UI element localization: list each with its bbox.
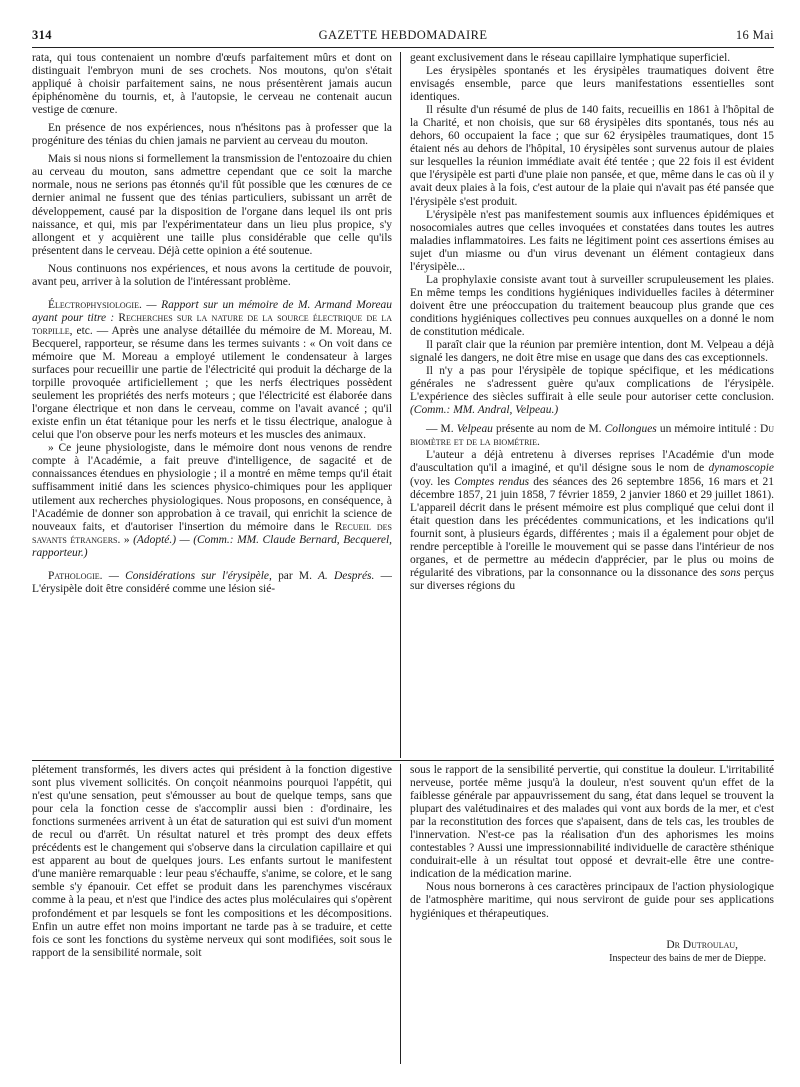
paragraph: Nous continuons nos expériences, et nous avons la certitude de pouvoir, avant peu, arriver à la solution de l'intéressant problème. — [32, 262, 392, 288]
page-number: 314 — [32, 28, 52, 42]
paragraph: En présence de nos expériences, nous n'hésitons pas à professer que la progéniture des ténias du chien jamais ne parvient au cerveau du mouton. — [32, 122, 392, 148]
paragraph: L'érysipèle n'est pas manifestement soumis aux influences épidémiques et nosocomiales autres que celles invoquées et constatées dans toutes les autres maladies inflammatoires. Les faits ne légitiment point ces assertions émises au sujet d'un miasme ou d'un virus devenant un élément contagieux dans l'érysipèle... — [410, 208, 774, 273]
paragraph: Nous nous bornerons à ces caractères principaux de l'action physiologique de l'atmosphère maritime, qui nous serviront de guide pour ses applications hygiéniques et thérapeutiques. — [410, 881, 774, 920]
lower-left-column — [32, 764, 392, 1064]
pathology-section: Pathologie. — Considérations sur l'érysipèle, par M. A. Després. — L'érysipèle doit être considéré comme une lésion sié- — [32, 569, 392, 595]
section-heading: Électrophysiologie. — [48, 298, 142, 311]
paragraph: Il n'y a pas pour l'érysipèle de topique spécifique, et les médications générales ne s'adressent guère qu'aux complications de l'érysipèle. L'expérience des siècles suffirait à elle seule pour autoriser cette conclusion. (Comm.: MM. Andral, Velpeau.) — [410, 365, 774, 417]
running-header — [32, 24, 774, 46]
electrophysiology-report: Électrophysiologie. — Rapport sur un mémoire de M. Armand Moreau ayant pour titre : Recherches sur la nature de la source électrique de la torpille, etc. — Après une analyse détaillée du mémoire de M. Moreau, M. Becquerel, rapporteur, se résume dans les termes suivants : « On voit dans ce mémoire que M. Moreau a employé utilement le condensateur à larges surfaces pour recueillir une partie de l'électricité qui produit la décharge de la torpille provoquée artificiellement ; que les nerfs électriques possèdent seulement les propriétés des nerfs moteurs ; que l'électricité est élaborée dans l'organe électrique et non dans le cerveau, comme on l'avait avancé ; qu'il existe enfin un état tétanique pour les nerfs et le tissu électrique, analogue à celui que l'on observe pour les nerfs moteurs et les muscles des animaux. — [32, 298, 392, 442]
lower-right-column — [410, 764, 774, 1064]
paragraph: sous le rapport de la sensibilité pervertie, qui constitue la douleur. L'irritabilité nerveuse, portée même jusqu'à la douleur, n'est souvent qu'un effet de la faiblesse générale par appauvrissement du sang, état dans lequel se trouvent la plupart des valétudinaires et des malades qui vont aux bords de la mer, et c'est par la reconstitution des forces que s'apaisent, dans de tels cas, les troubles de l'innervation. N'est-ce pas la réalisation d'un des aphorismes les moins contestables ? Aussi une impressionnabilité individuelle de caractère sthénique conduirait-elle à un résultat tout opposé et devrait-elle être une contre-indication de la médication marine. — [410, 764, 774, 881]
section-divider-rule — [32, 760, 774, 761]
paragraph: rata, qui tous contenaient un nombre d'œufs parfaitement mûrs et dont on distinguait l'embryon muni de ses crochets. Nos moutons, qu'on s'était appliqué à choisir parfaitement sains, ne nous présentèrent jamais aucun épiphénomène du tournis, et, à l'autopsie, le cerveau ne contenait aucun vestige de cœnure. — [32, 52, 392, 117]
biometer-memoir: — M. Velpeau présente au nom de M. Collongues un mémoire intitulé : Du biomètre et de la biométrie. — [410, 423, 774, 449]
header-rule — [32, 47, 774, 48]
paragraph: La prophylaxie consiste avant tout à surveiller scrupuleusement les plaies. En même temps les conditions hygiéniques individuelles faciles à déterminer doivent être une préoccupation du traitement beaucoup plus grande que ces conditions hygiéniques collectives peu connues auxquelles on a donné le nom de constitution médicale. — [410, 273, 774, 338]
paragraph: » Ce jeune physiologiste, dans le mémoire dont nous venons de rendre compte à l'Académie, a fait preuve d'intelligence, de sagacité et de connaissances étendues en physiologie ; il a montré en même temps qu'il était suffisamment initié dans les sciences physico-chimiques pour les appliquer utilement aux recherches physiologiques. Nous proposons, en conséquence, à l'Académie de donner son approbation à ce travail, qui enrichit la science de nouveaux faits, et d'autoriser l'insertion du mémoire dans le Recueil des savants étrangers. » (Adopté.) — (Comm.: MM. Claude Bernard, Becquerel, rapporteur.) — [32, 442, 392, 559]
paragraph: Il paraît clair que la réunion par première intention, dont M. Velpeau a déjà signalé les dangers, ne doit être mise en usage que dans des cas exceptionnels. — [410, 339, 774, 365]
lower-column-divider — [400, 764, 401, 1064]
upper-column-divider — [400, 52, 401, 758]
author-signature: Dr Dutroulau, — [666, 938, 738, 951]
section-heading: Pathologie. — [48, 569, 103, 582]
author-title: Inspecteur des bains de mer de Dieppe. — [609, 952, 766, 964]
journal-title: GAZETTE HEBDOMADAIRE — [318, 28, 488, 42]
paragraph: Les érysipèles spontanés et les érysipèles traumatiques doivent être envisagés ensemble, parce que leurs manifestations essentielles sont identiques. — [410, 65, 774, 104]
paragraph: plétement transformés, les divers actes qui président à la fonction digestive sont plus vivement sollicités. On conçoit néanmoins pourquoi l'appétit, qui n'est qu'une sensation, peut s'émousser au bout de quelque temps, sans que pour cela la fonction cesse de s'accomplir aussi bien : d'ordinaire, les fonctions surmenées arrivent à un état de saturation qui est suivi d'un moment de recul ou d'arrêt. Un résultat naturel et très prompt des deux effets précédents est le changement qui s'observe dans la circulation capillaire et qui est apparent au bout de quelques jours. Les enfants surtout le manifestent d'une manière remarquable : leur peau s'échauffe, s'anime, se colore, et le sang semble s'y épanouir. Cet effet se produit dans les parenchymes viscéraux comme à la peau, et n'est que l'indice des actes plus moléculaires qui s'opèrent profondément et par lesquels se font les compositions et les décompositions. Enfin un autre effet non moins important ne tarde pas à se traduire, et cette fois ce sont les fonctions du système nerveux qui sont modifiées, soit sous le rapport de la sensibilité normale, soit — [32, 764, 392, 959]
issue-date: 16 Mai — [735, 28, 774, 42]
paragraph: Mais si nous nions si formellement la transmission de l'entozoaire du chien au cerveau du mouton, sans admettre cependant que ce soit la marche normale, nous ne serions pas étonnés qu'il fût possible que les cœnures de ce dernier animal ne fussent que des ténias particuliers, subissant un arrêt de développement, causé par la disposition de l'organe dans lequel ils ont pris naissance, et qui, mis par l'expérimentateur dans un lieu plus propice, s'y allongent et y acquièrent une taille plus considérable que celle qu'ils présentent dans le cerveau. Déjà cette opinion a été soutenue. — [32, 153, 392, 257]
paragraph: geant exclusivement dans le réseau capillaire lymphatique superficiel. — [410, 52, 731, 64]
paragraph: Il résulte d'un résumé de plus de 140 faits, recueillis en 1861 à l'hôpital de la Charité, et non choisis, que sur 68 érysipèles dits spontanés, tous nés au dehors, 60 occupaient la face ; que sur 62 érysipèles traumatiques, dont 15 étaient nés au dehors de l'hôpital, 10 érysipèles sont survenus autour de plaies sur lesquelles la réunion immédiate avait été tentée ; que 22 fois il est évident que l'érysipèle est parti d'une plaie non pansée, et que, même dans le cas où il y avait deux plaies à la fois, c'est autour de la plaie qui n'avait pas été pansée que l'érysipèle s'est produit. — [410, 104, 774, 208]
paragraph: L'auteur a déjà entretenu à diverses reprises l'Académie d'un mode d'auscultation qu'il a imaginé, et qu'il désigne sous le nom de dynamoscopie (voy. les Comptes rendus des séances des 26 septembre 1856, 16 mars et 21 décembre 1857, 21 juin 1858, 7 février 1859, 2 janvier 1860 et 29 juillet 1861). L'appareil décrit dans le présent mémoire est plus compliqué que celui dont il était question dans les précédentes communications, et les indications qu'il fournit sont, à plusieurs égards, différentes ; mais il a également pour objet de rendre perceptible à l'oreille le mouvement qui se passe dans l'intérieur de nos organes, et de permettre au médecin d'apprécier, par le plus ou moins de régularité des vibrations, par la consonnance ou la dissonance des sons perçus sur diverses régions du — [410, 449, 774, 592]
upper-left-column — [32, 52, 392, 758]
upper-right-column — [410, 52, 774, 758]
